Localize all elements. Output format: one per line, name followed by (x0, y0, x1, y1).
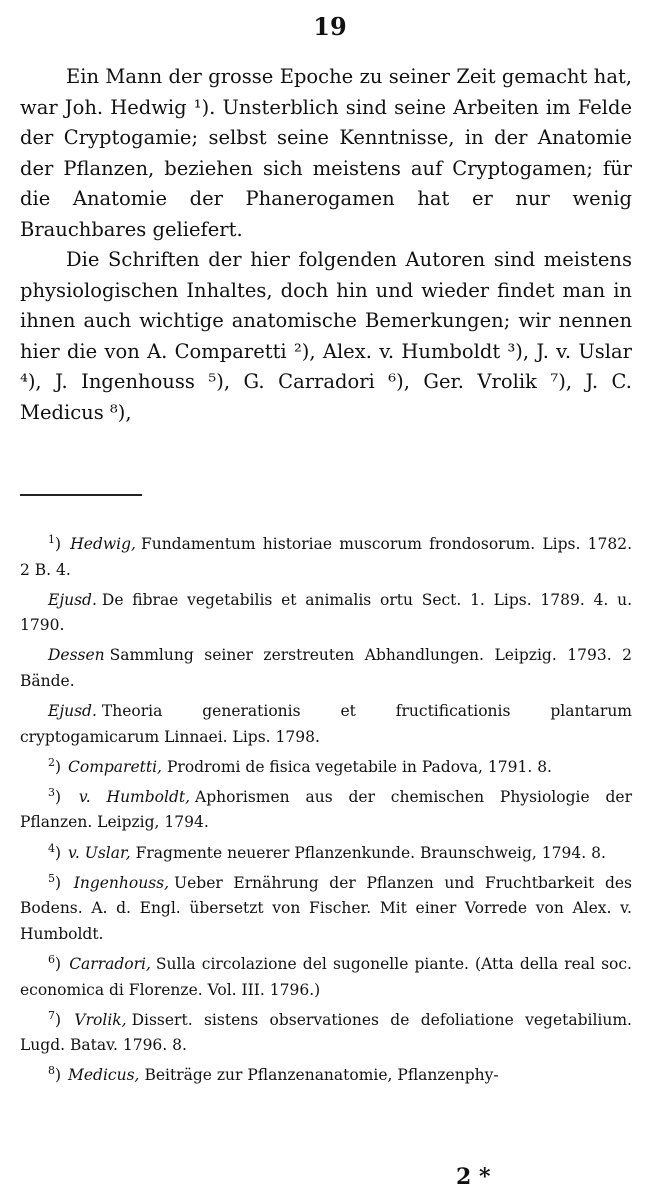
footnote: $^6$) Carradori, Sulla circolazione del sugonelle piante. (Atta della real soc. economica di Florenze. Vol. III. 1796.) (20, 952, 632, 999)
footnote-number: 3 (48, 785, 55, 799)
footnote-author: v. Uslar, (68, 843, 131, 862)
footnote-text: Dissert. sistens observationes de defoliatione vegetabilium. Lugd. Batav. 1796. 8. (20, 1010, 632, 1055)
footnote-author: Vrolik, (74, 1010, 127, 1029)
footnote-author: Ejusd. (48, 590, 97, 609)
footnote-text: Fragmente neuerer Pflanzenkunde. Braunschweig, 1794. 8. (135, 843, 606, 862)
footnote: $^2$) Comparetti, Prodromi de fisica vegetabile in Padova, 1791. 8. (48, 755, 552, 776)
footnote-text: Sammlung seiner zerstreuten Abhandlungen. Leipzig. 1793. 2 Bände. (20, 646, 632, 690)
footnote-text: Theoria generationis et fructificationis plantarum cryptogamicarum Linnaei. Lips. 1798. (20, 702, 632, 746)
main-text (20, 62, 632, 428)
footnote-author: Ejusd. (48, 702, 97, 721)
body-paragraph: Ein Mann der grosse Epoche zu seiner Zeit gemacht hat, war Joh. Hedwig ¹). Unsterblich sind seine Arbeiten im Felde der Cryptogamie; selbst seine Kenntnisse, in der Anatomie der Pflanzen, beziehen sich meistens auf Cryptogamen; für die Anatomie der Phanerogamen hat er nur wenig Brauchbares geliefert. (20, 65, 632, 241)
footnote-author: Carradori, (69, 954, 151, 973)
footnote (20, 588, 632, 639)
footnote-text: Aphorismen aus der chemischen Physiologie der Pflanzen. Leipzig, 1794. (20, 787, 632, 832)
footnote: $^4$) v. Uslar, Fragmente neuerer Pflanzenkunde. Braunschweig, 1794. 8. (48, 841, 606, 862)
footnote: $^1$) Hedwig, Fundamentum historiae muscorum frondosorum. Lips. 1782. 2 B. 4. (20, 532, 632, 579)
footnote-number: 6 (48, 952, 55, 966)
footnote-number: 5 (48, 871, 55, 885)
footnote: $^8$) Medicus, Beiträge zur Pflanzenanatomie, Pflanzenphy- (48, 1064, 499, 1085)
footnote-author: Dessen (48, 646, 105, 665)
footnote-text: Sulla circolazione del sugonelle piante. (Atta della real soc. economica di Florenze. Vol. III. 1796.) (20, 954, 632, 999)
footnote-author: Hedwig, (70, 535, 136, 553)
footnote-number: 7 (48, 1008, 55, 1022)
footnote-text: Fundamentum historiae muscorum frondosorum. Lips. 1782. 2 B. 4. (20, 535, 632, 579)
footnote-number: 4 (48, 841, 55, 855)
footnote-text: Prodromi de fisica vegetabile in Padova, 1791. 8. (166, 757, 552, 776)
footnote (20, 699, 632, 750)
body-paragraph: Die Schriften der hier folgenden Autoren sind meistens physiologischen Inhaltes, doch hin und wieder findet man in ihnen auch wichtige anatomische Bemerkungen; wir nennen hier die von A. Comparetti ²), Alex. v. Humboldt ³), J. v. Uslar ⁴), J. Ingenhouss ⁵), G. Carradori ⁶), Ger. Vrolik ⁷), J. C. Medicus ⁸), (20, 248, 632, 424)
footnote (20, 643, 632, 694)
footnote-author: Medicus, (68, 1066, 140, 1085)
footnote-separator (20, 494, 142, 496)
footnote: $^3$) v. Humboldt, Aphorismen aus der chemischen Physiologie der Pflanzen. Leipzig, 1794. (20, 785, 632, 832)
footnote: $^5$) Ingenhouss, Ueber Ernährung der Pflanzen und Fruchtbarkeit des Bodens. A. d. Engl. übersetzt von Fischer. Mit einer Vorrede von Alex. v. Humboldt. (20, 871, 632, 943)
footnote-author: Ingenhouss, (73, 873, 170, 892)
footnote-number: 2 (48, 755, 55, 769)
footnote-author: v. Humboldt, (78, 787, 191, 806)
footnote-text: Ueber Ernährung der Pflanzen und Fruchtbarkeit des Bodens. A. d. Engl. übersetzt von Fischer. Mit einer Vorrede von Alex. v. Humboldt. (20, 873, 632, 943)
footnote-text: Beiträge zur Pflanzenanatomie, Pflanzenphy- (144, 1066, 499, 1085)
footnote-number: 8 (48, 1064, 55, 1078)
footnote-text: De fibrae vegetabilis et animalis ortu Sect. 1. Lips. 1789. 4. u. 1790. (20, 590, 632, 635)
footnote: $^7$) Vrolik, Dissert. sistens observationes de defoliatione vegetabilium. Lugd. Batav. 1796. 8. (20, 1008, 632, 1055)
footnote-author: Comparetti, (68, 757, 162, 776)
page-number: 19 (313, 12, 347, 41)
footnotes (20, 532, 632, 1093)
footnote-number: 1 (48, 532, 55, 546)
signature-mark: 2 * (456, 1164, 491, 1190)
